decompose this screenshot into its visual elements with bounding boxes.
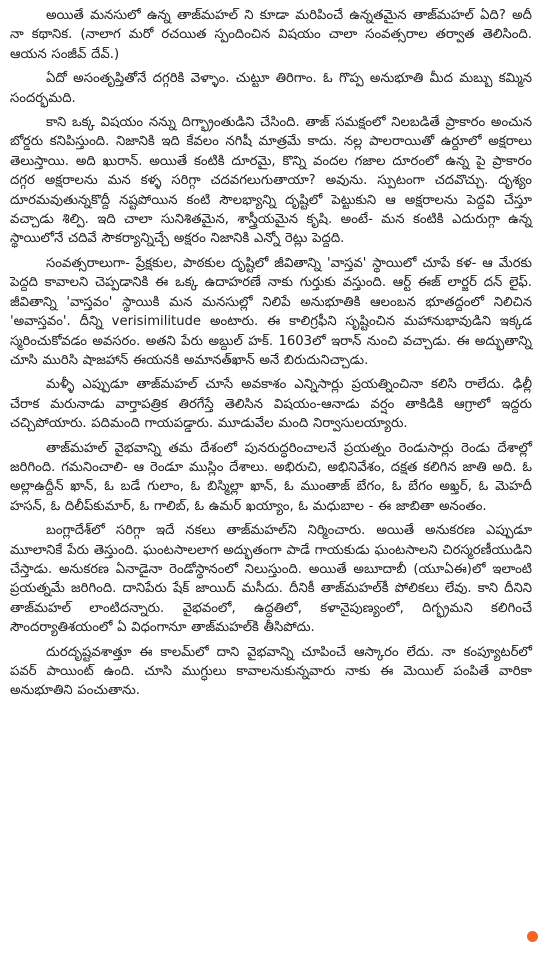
paragraph-7: బంగ్లాదేశ్‌లో సరిగ్గా ఇదే నకలు తాజ్‌మహల్‌ని నిర్మించారు. అయితే అనుకరణ ఎప్పుడూ మూలానికే పేరు తెస్తుంది. ఘంటసాలలాగ అద్భుతంగా పాడే గాయకుడు ఘంటసాలని చిరస్మరణీయుడిని చేస్తాడు. అనుకరణ ఏనాడైనా రెండోస్థానంలో నిలుస్తుంది. అయితే అబూదాబీ (యూఏఈ)లో ఇలాంటి ప్రయత్నమే జరిగింది. దానిపేరు షేక్ జాయిద్ మసీదు. దీనికీ తాజ్‌మహల్‌కీ పోలికలు లేవు. కాని దీనిని తాజ్‌మహల్ లాంటిదన్నారు. వైభవంలో, ఉద్ధతిలో, కళానైపుణ్యంలో, దిగ్భ్రమని కలిగించే సౌందర్యాతిశయంలో ఏ విధంగానూ తాజ్‌మహల్‌కి తీసిపోదు. (10, 523, 532, 636)
end-of-article-dot-icon (527, 931, 538, 942)
paragraph-3: కాని ఒక్క విషయం నన్ను దిగ్భ్రాంతుడిని చేసింది. తాజ్ సమక్షంలో నిలబడితే ప్రాకారం అంచున బోర్డరు కనిపిస్తుంది. నిజానికి ఇది కేవలం నగిషీ మాత్రమే కాదు. నల్ల పాలరాయితో ఉర్దూలో అక్షరాలు తెలుస్తాయి. అది ఖురాన్. అయితే కంటికి దూరమై, కొన్ని వందల గజాల దూరంలో ఉన్న పై ప్రాకారం దగ్గర అక్షరాలను మన కళ్ళ సరిగ్గా చదవగలుగుతాయా? అవును. స్పుటంగా చదవొచ్చు. దృశ్యం దూరమవుతున్నకొద్దీ నష్టపోయిన కంటి సౌలభ్యాన్ని దృష్టిలో పెట్టుకుని ఆ అక్షరాలను పెద్దవి చేస్తూ వచ్చాడు శిల్పి. ఇది చాలా సునిశితమైన, శాస్త్రీయమైన కృషి. అంటే- మన కంటికి ఎదురుగ్గా ఉన్న స్థాయిలోనే చదివే సౌకర్యాన్నిచ్చే అక్షరం నిజానికి ఎన్నో రెట్లు పెద్దది. (10, 115, 532, 247)
paragraph-1: అయితే మనసులో ఉన్న తాజ్‌మహల్ ని కూడా మరిపించే ఉన్నతమైన తాజ్‌మహల్ ఏది? అదీ నా కథానిక. (నాలాగ మరో రచయిత స్పందించిన విషయం చాలా సంవత్సరాల తర్వాత తెలిసింది. ఆయన సంజీవ్ దేవ్.) (10, 8, 532, 62)
paragraph-5: మళ్ళీ ఎప్పుడూ తాజ్‌మహల్ చూసే అవకాశం ఎన్నిసార్లు ప్రయత్నించినా కలిసి రాలేదు. ఢిల్లీ చేరాక మరునాడు వార్తాపత్రిక తిరగేస్తే తెలిసిన విషయం-ఆనాడు వర్షం తాకిడికి ఆగ్రాలో ఇద్దరు చచ్చిపోయారు. పదిమంది గాయపడ్డారు. మూడువేల మంది నిర్వాసులయ్యారు. (10, 377, 532, 432)
paragraph-2: ఏదో అసంతృప్తితోనే దగ్గరికి వెళ్ళాం. చుట్టూ తిరిగాం. ఓ గొప్ప అనుభూతి మీద మబ్బు కమ్మిన సందర్భమది. (10, 71, 532, 106)
paragraph-6: తాజ్‌మహల్ వైభవాన్ని తమ దేశంలో పునరుద్ధరించాలనే ప్రయత్నం రెండుసార్లు రెండు దేశాల్లో జరిగింది. గమనించాలి- ఆ రెండూ ముస్లిం దేశాలు. అభిరుచి, అభినివేశం, దక్షత కలిగిన జాతి అది. ఓ అల్లాఉద్దీన్ ఖాన్, ఓ బడే గులాం, ఓ బిస్మిల్లా ఖాన్, ఓ ముంతాజ్ బేగం, ఓ బేగం అఖ్తర్, ఓ మెహదీ హసన్, ఓ దిలీప్‌కుమార్, ఓ గాలిబ్, ఓ ఉమర్ ఖయ్యాం, ఓ మధుబాల - ఈ జాబితా అనంతం. (10, 440, 532, 514)
paragraph-4: సంవత్సరాలుగా- ప్రేక్షకుల, పాఠకుల దృష్టిలో జీవితాన్ని 'వాస్తవ' స్థాయిలో చూపే కళ- ఆ మేరకు పెద్దది కావాలని చెప్పడానికి ఈ ఒక్క ఉదాహరణే నాకు గుర్తుకు వస్తుంది. ఆర్ట్ ఈజ్ లార్జర్ దన్ లైఫ్. జీవితాన్ని 'వాస్తవం' స్థాయికి మన మనసుల్లో నిలిపే అనుభూతికి ఆలంబన భూతద్దంలో నిలిచిన 'అవాస్తవం'. దీన్ని verisimilitude అంటారు. ఈ కాలిగ్రఫీని సృష్టించిన మహానుభావుడిని ఇక్కడ స్మరించుకోవడం అవసరం. అతని పేరు అబ్దుల్ హక్. 1603లో ఇరాన్ నుంచి వచ్చాడు. ఈ అద్భుతాన్ని చూసి మురిసి షాజహాన్ ఈయనకి అమానత్‌ఖాన్ అనే బిరుదునిచ్చాడు. (10, 255, 532, 368)
article-body (10, 6, 532, 706)
paragraph-8: దురదృష్టవశాత్తూ ఈ కాలమ్‌లో దాని వైభవాన్ని చూపించే ఆస్కారం లేదు. నా కంప్యూటర్‌లో పవర్ పాయింట్ ఉంది. చూసి ముగ్ధులు కావాలనుకున్నవారు నాకు ఈ మెయిల్ పంపితే వారికా అనుభూతిని పంచుతాను. (10, 644, 532, 699)
